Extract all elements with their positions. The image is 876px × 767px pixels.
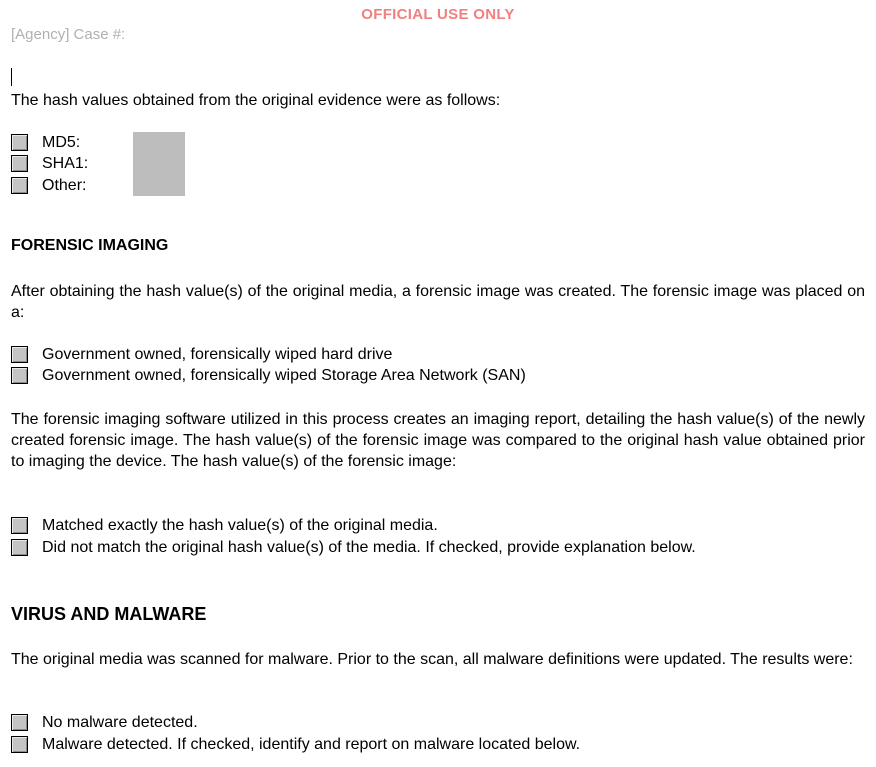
- no-malware-checkbox[interactable]: [11, 714, 28, 731]
- other-checkbox[interactable]: [11, 177, 28, 194]
- match-option-not-matched[interactable]: [11, 537, 696, 558]
- hard-drive-label: Government owned, forensically wiped hard drive: [42, 346, 393, 363]
- san-checkbox[interactable]: [11, 367, 28, 384]
- sha1-label: SHA1:: [42, 155, 89, 172]
- hash-intro: The hash values obtained from the original evidence were as follows:: [11, 92, 501, 109]
- hard-drive-checkbox[interactable]: [11, 346, 28, 363]
- text-cursor: [11, 68, 12, 86]
- match-option-matched[interactable]: [11, 515, 438, 536]
- hash-value-field[interactable]: [133, 132, 185, 196]
- hash-option-md5[interactable]: [11, 132, 80, 153]
- other-label: Other:: [42, 177, 87, 194]
- malware-option-none[interactable]: [11, 712, 198, 733]
- forensic-imaging-intro: After obtaining the hash value(s) of the original media, a forensic image was created. The forensic image was placed on a:: [11, 283, 865, 321]
- not-matched-label: Did not match the original hash value(s) of the media. If checked, provide explanation below.: [42, 539, 696, 556]
- no-malware-label: No malware detected.: [42, 714, 198, 731]
- sha1-checkbox[interactable]: [11, 155, 28, 172]
- placement-option-hard-drive[interactable]: [11, 344, 392, 365]
- matched-checkbox[interactable]: [11, 517, 28, 534]
- forensic-imaging-heading: FORENSIC IMAGING: [11, 237, 169, 254]
- md5-checkbox[interactable]: [11, 134, 28, 151]
- san-label: Government owned, forensically wiped Storage Area Network (SAN): [42, 367, 526, 384]
- malware-detected-checkbox[interactable]: [11, 736, 28, 753]
- hash-option-sha1[interactable]: [11, 153, 88, 174]
- imaging-report-paragraph: The forensic imaging software utilized in this process creates an imaging report, detailing the hash value(s) of the newly created forensic image. The hash value(s) of the forensic image was compared to the original hash value obtained prior to imaging the device. The hash value(s) of the forensic image:: [11, 411, 865, 470]
- case-number-label: [Agency] Case #:: [11, 26, 126, 43]
- official-use-banner: OFFICIAL USE ONLY: [361, 6, 515, 23]
- md5-label: MD5:: [42, 134, 81, 151]
- not-matched-checkbox[interactable]: [11, 539, 28, 556]
- virus-malware-heading: VIRUS AND MALWARE: [11, 604, 207, 624]
- matched-label: Matched exactly the hash value(s) of the original media.: [42, 517, 438, 534]
- malware-option-detected[interactable]: [11, 734, 580, 755]
- virus-malware-intro: The original media was scanned for malware. Prior to the scan, all malware definitions were updated. The results were:: [11, 651, 853, 668]
- placement-option-san[interactable]: [11, 365, 526, 386]
- hash-option-other[interactable]: [11, 175, 86, 196]
- malware-detected-label: Malware detected. If checked, identify and report on malware located below.: [42, 736, 581, 753]
